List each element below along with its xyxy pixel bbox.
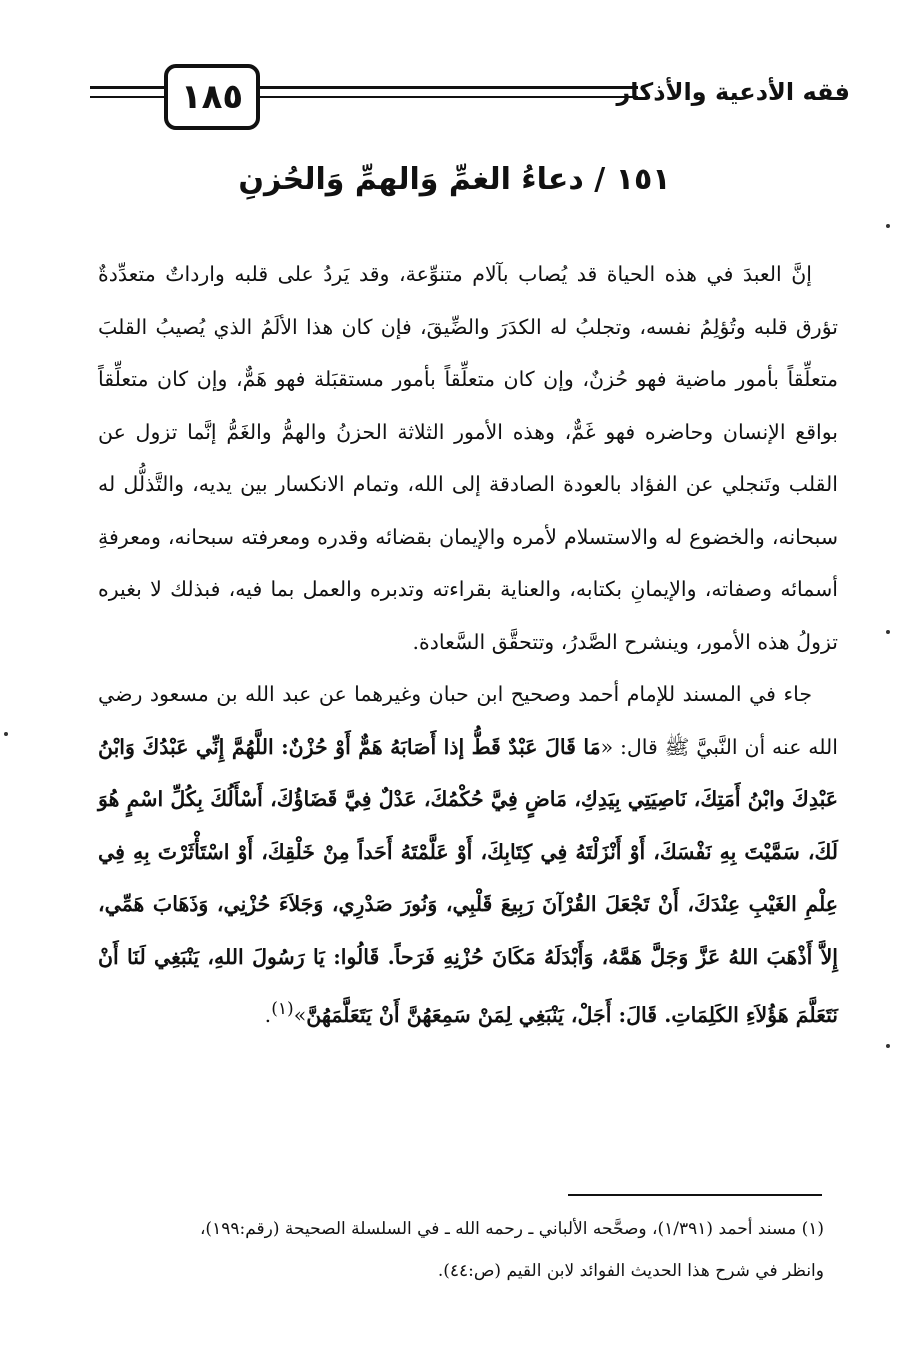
chapter-heading: [0, 162, 909, 197]
margin-dot: [886, 224, 890, 228]
paragraph-intro: إنَّ العبدَ في هذه الحياة قد يُصاب بآلام متنوِّعة، وقد يَردُ على قلبه وارداتٌ متعدِّدةٌ تؤرق قلبه وتُؤلِمُ نفسه، وتجلبُ له الكدَرَ والضِّيقَ، فإن كان هذا الألَمُ الذي يُصيبُ القلبَ متعلِّقاً بأمور ماضية فهو حُزنٌ، وإن كان متعلِّقاً بأمور مستقبَلة فهو هَمٌّ، وإن كان متعلِّقاً بواقع الإنسان وحاضره فهو غَمٌّ، وهذه الأمور الثلاثة الحزنُ والهمُّ والغَمُّ إنَّما تزول عن القلب وتَنجلي عن الفؤاد بالعودة الصادقة إلى الله، وتمام الانكسار بين يديه، والتَّذلُّل له سبحانه، والخضوع له والاستسلام لأمره والإيمان بقضائه وقدره ومعرفته سبحانه، ومعرفةِ أسمائه وصفاته، والإيمانِ بكتابه، والعناية بقراءته وتدبره والعمل بما فيه، فبذلك لا بغيره تزولُ هذه الأمور، وينشرح الصَّدرُ، وتتحقَّق السَّعادة.: [98, 262, 838, 654]
footnote-reference: (١): [271, 999, 294, 1019]
header-rule-left-lower: [90, 96, 168, 98]
hadith-intro: جاء في المسند للإمام أحمد وصحيح ابن حبان وغيرهما عن عبد الله بن مسعود رضي الله عنه أن النَّبيَّ ﷺ قال: «: [98, 682, 838, 759]
chapter-separator: /: [594, 162, 606, 197]
header-rule-right-lower: [256, 96, 638, 98]
end-mark: .: [264, 1002, 272, 1027]
book-title: فقه الأدعية والأذكار: [616, 78, 850, 106]
page-number: ١٨٥: [164, 64, 260, 130]
page-header: [90, 56, 850, 136]
margin-dot: [4, 732, 8, 736]
hadith-close: »: [293, 1002, 307, 1027]
footnotes: [90, 1208, 824, 1292]
chapter-title: دعاءُ الغمِّ وَالهمِّ وَالحُزنِ: [238, 162, 584, 197]
margin-dot: [886, 630, 890, 634]
hadith-text: مَا قَالَ عَبْدٌ قَطُّ إذا أَصَابَهُ هَمٌّ أَوْ حُزْنٌ: اللَّهُمَّ إِنِّي عَبْدُكَ وَابْنُ عَبْدِكَ وابْنُ أَمَتِكَ، نَاصِيَتِي بِيَدِكِ، مَاضٍ فِيَّ حُكْمُكَ، عَدْلٌ فِيَّ قَضَاؤُكَ، أَسْأَلُكَ بِكُلِّ اسْمٍ هُوَ لَكَ، سَمَّيْتَ بِهِ نَفْسَكَ، أَوْ أَنْزَلْتَهُ فِي كِتَابِكَ، أَوْ عَلَّمْتَهُ أَحَداً مِنْ خَلْقِكَ، أَوْ اسْتَأْثَرْتَ بِهِ فِي عِلْمِ الغَيْبِ عِنْدَكَ، أَنْ تَجْعَلَ القُرْآنَ رَبِيعَ قَلْبِي، وَنُورَ صَدْرِي، وَجَلاَءَ حُزْنِي، وَذَهَابَ هَمِّي، إِلاَّ أَذْهَبَ اللهُ عَزَّ وَجَلَّ هَمَّهُ، وَأَبْدَلَهُ مَكَانَ حُزْنِهِ فَرَحاً. قَالُوا: يَا رَسُولَ اللهِ، يَنْبَغِي لَنَا أَنْ نَتَعَلَّمَ هَؤُلاَءِ الكَلِمَاتِ. قَالَ: أَجَلْ، يَنْبَغِي لِمَنْ سَمِعَهُنَّ أَنْ يَتَعَلَّمَهُنَّ: [98, 734, 838, 1027]
header-rule-right: [256, 86, 638, 89]
footnote-separator: [568, 1194, 822, 1196]
margin-dot: [886, 1044, 890, 1048]
main-text: [98, 248, 838, 1041]
footnote-line-2: وانظر في شرح هذا الحديث الفوائد لابن القيم (ص:٤٤).: [437, 1261, 824, 1281]
footnote-line-1: (١) مسند أحمد (١/٣٩١)، وصحَّحه الألباني ـ رحمه الله ـ في السلسلة الصحيحة (رقم:١٩٩)،: [199, 1219, 824, 1239]
chapter-number: ١٥١: [615, 162, 671, 197]
paragraph-hadith: [98, 668, 838, 1041]
header-rule-left: [90, 86, 168, 89]
